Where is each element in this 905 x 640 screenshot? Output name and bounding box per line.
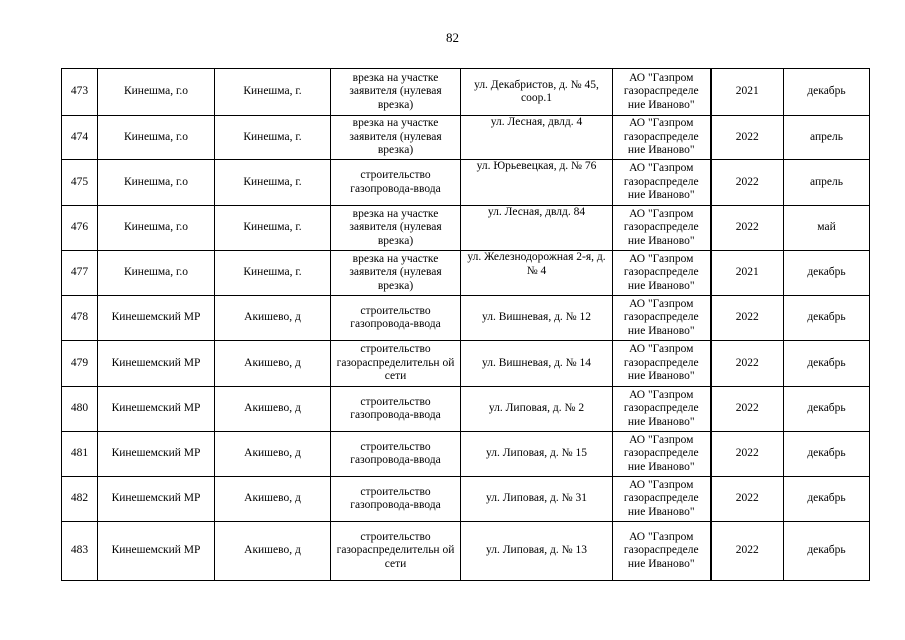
locality-cell: Акишево, д: [215, 522, 331, 581]
address-cell: ул. Липовая, д. № 13: [461, 522, 613, 581]
locality-cell: Кинешма, г.: [215, 206, 331, 251]
month-cell: апрель: [784, 160, 870, 206]
month-cell: май: [784, 206, 870, 251]
organization-cell: АО "Газпром газораспределе ние Иваново": [613, 160, 711, 206]
table-body: [62, 69, 870, 581]
work-type-cell: строительство газопровода-ввода: [331, 296, 461, 341]
locality-cell: Акишево, д: [215, 341, 331, 387]
work-type-cell: строительство газопровода-ввода: [331, 387, 461, 432]
month-cell: декабрь: [784, 387, 870, 432]
organization-cell: АО "Газпром газораспределе ние Иваново": [613, 251, 711, 296]
address-cell: ул. Липовая, д. № 2: [461, 387, 613, 432]
month-cell: декабрь: [784, 477, 870, 522]
row-number: 479: [62, 341, 98, 387]
work-type-cell: врезка на участке заявителя (нулевая врезка): [331, 69, 461, 116]
organization-cell: АО "Газпром газораспределе ние Иваново": [613, 432, 711, 477]
year-cell: 2022: [711, 432, 784, 477]
address-cell: ул. Железнодорожная 2-я, д. № 4: [461, 251, 613, 296]
work-type-cell: врезка на участке заявителя (нулевая врезка): [331, 116, 461, 160]
address-cell: ул. Липовая, д. № 31: [461, 477, 613, 522]
locality-cell: Кинешма, г.: [215, 116, 331, 160]
year-cell: 2022: [711, 116, 784, 160]
row-number: 481: [62, 432, 98, 477]
locality-cell: Акишево, д: [215, 387, 331, 432]
year-cell: 2022: [711, 387, 784, 432]
work-type-cell: врезка на участке заявителя (нулевая врезка): [331, 206, 461, 251]
page-number: 82: [446, 30, 459, 45]
row-number: 483: [62, 522, 98, 581]
district-cell: Кинешма, г.о: [98, 251, 215, 296]
table-row: [62, 116, 870, 160]
organization-cell: АО "Газпром газораспределе ние Иваново": [613, 296, 711, 341]
year-cell: 2022: [711, 206, 784, 251]
row-number: 477: [62, 251, 98, 296]
table-row: [62, 69, 870, 116]
district-cell: Кинешемский МР: [98, 387, 215, 432]
locality-cell: Акишево, д: [215, 477, 331, 522]
work-type-cell: строительство газопровода-ввода: [331, 477, 461, 522]
month-cell: декабрь: [784, 522, 870, 581]
table-row: [62, 341, 870, 387]
organization-cell: АО "Газпром газораспределе ние Иваново": [613, 477, 711, 522]
work-type-cell: строительство газораспределительн ой сети: [331, 522, 461, 581]
district-cell: Кинешемский МР: [98, 477, 215, 522]
table-row: [62, 206, 870, 251]
month-cell: апрель: [784, 116, 870, 160]
work-type-cell: строительство газопровода-ввода: [331, 432, 461, 477]
row-number: 473: [62, 69, 98, 116]
locality-cell: Акишево, д: [215, 296, 331, 341]
month-cell: декабрь: [784, 432, 870, 477]
district-cell: Кинешма, г.о: [98, 160, 215, 206]
month-cell: декабрь: [784, 296, 870, 341]
locality-cell: Кинешма, г.: [215, 160, 331, 206]
district-cell: Кинешемский МР: [98, 341, 215, 387]
month-cell: декабрь: [784, 69, 870, 116]
organization-cell: АО "Газпром газораспределе ние Иваново": [613, 116, 711, 160]
organization-cell: АО "Газпром газораспределе ние Иваново": [613, 387, 711, 432]
year-cell: 2021: [711, 69, 784, 116]
month-cell: декабрь: [784, 251, 870, 296]
year-cell: 2022: [711, 160, 784, 206]
district-cell: Кинешма, г.о: [98, 116, 215, 160]
locality-cell: Акишево, д: [215, 432, 331, 477]
table-row: [62, 522, 870, 581]
locality-cell: Кинешма, г.: [215, 69, 331, 116]
work-type-cell: врезка на участке заявителя (нулевая врезка): [331, 251, 461, 296]
table-row: [62, 477, 870, 522]
row-number: 476: [62, 206, 98, 251]
organization-cell: АО "Газпром газораспределе ние Иваново": [613, 69, 711, 116]
address-cell: ул. Юрьевецкая, д. № 76: [461, 160, 613, 206]
table-row: [62, 296, 870, 341]
row-number: 478: [62, 296, 98, 341]
month-cell: декабрь: [784, 341, 870, 387]
work-type-cell: строительство газопровода-ввода: [331, 160, 461, 206]
organization-cell: АО "Газпром газораспределе ние Иваново": [613, 206, 711, 251]
year-cell: 2022: [711, 296, 784, 341]
year-cell: 2022: [711, 522, 784, 581]
district-cell: Кинешма, г.о: [98, 206, 215, 251]
organization-cell: АО "Газпром газораспределе ние Иваново": [613, 341, 711, 387]
row-number: 480: [62, 387, 98, 432]
gasification-table: [61, 68, 870, 581]
table-row: [62, 432, 870, 477]
address-cell: ул. Декабристов, д. № 45, соор.1: [461, 69, 613, 116]
district-cell: Кинешемский МР: [98, 522, 215, 581]
year-cell: 2021: [711, 251, 784, 296]
table-row: [62, 387, 870, 432]
district-cell: Кинешма, г.о: [98, 69, 215, 116]
row-number: 475: [62, 160, 98, 206]
year-cell: 2022: [711, 477, 784, 522]
district-cell: Кинешемский МР: [98, 296, 215, 341]
address-cell: ул. Лесная, двлд. 84: [461, 206, 613, 251]
row-number: 474: [62, 116, 98, 160]
work-type-cell: строительство газораспределительн ой сети: [331, 341, 461, 387]
row-number: 482: [62, 477, 98, 522]
address-cell: ул. Лесная, двлд. 4: [461, 116, 613, 160]
address-cell: ул. Липовая, д. № 15: [461, 432, 613, 477]
table-row: [62, 251, 870, 296]
table-row: [62, 160, 870, 206]
address-cell: ул. Вишневая, д. № 12: [461, 296, 613, 341]
district-cell: Кинешемский МР: [98, 432, 215, 477]
year-cell: 2022: [711, 341, 784, 387]
organization-cell: АО "Газпром газораспределе ние Иваново": [613, 522, 711, 581]
address-cell: ул. Вишневая, д. № 14: [461, 341, 613, 387]
locality-cell: Кинешма, г.: [215, 251, 331, 296]
